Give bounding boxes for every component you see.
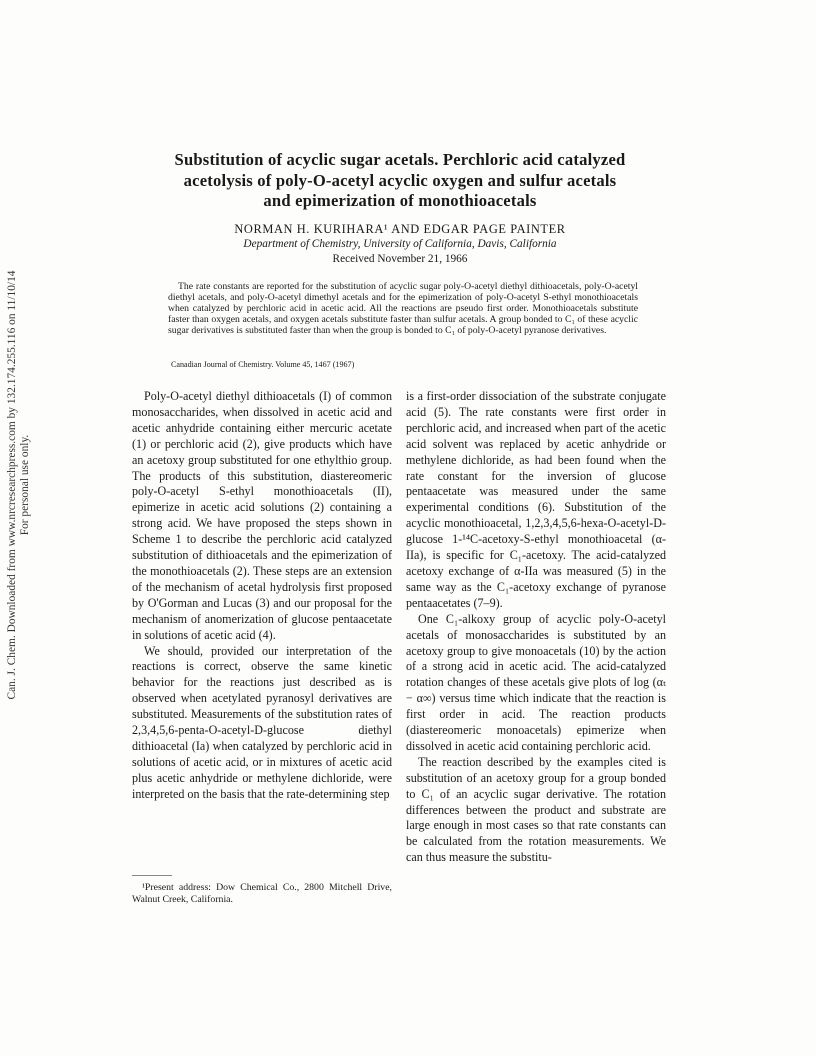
body-paragraph: We should, provided our interpretation of the reactions is correct, observe the same kinetic behavior for the reactions just described as is observed when acetylated pyranosyl derivatives are substituted. Measurements of the substitution rates of 2,3,4,5,6-penta-O-acetyl-D-glucose diethyl dithioacetal (Ia) when catalyzed by perchloric acid in solutions of acetic acid, or in mixtures of acetic acid plus acetic anhydride or methylene dichloride, were interpreted on the basis that the rate-determining step bbox=[132, 643, 392, 801]
title-line-3: and epimerization of monothioacetals bbox=[263, 191, 537, 210]
right-column bbox=[406, 389, 666, 866]
left-column bbox=[132, 389, 392, 803]
body-paragraph: Poly-O-acetyl diethyl dithioacetals (I) of common monosaccharides, when dissolved in acetic acid and acetic anhydride containing either mercuric acetate (1) or perchloric acid (2), give products which have an acetoxy group substituted for one ethylthio group. The products of this substitution, diastereomeric poly-O-acetyl S-ethyl monothioacetals (II), epimerize in acetic acid solutions (2) containing a strong acid. We have proposed the steps shown in Scheme 1 to describe the perchloric acid catalyzed substitution of dithioacetals and the epimerization of the monothioacetals (2). These steps are an extension of the mechanism of acetal hydrolysis first proposed by O'Gorman and Lucas (3) and our proposal for the mechanism of anomerization of glucose pentaacetate in solutions of acetic acid (4). bbox=[132, 389, 392, 642]
watermark-line-1: Can. J. Chem. Downloaded from www.nrcresearchpress.com by 132.174.255.116 on 11/10/14 bbox=[6, 270, 18, 700]
footnote bbox=[132, 882, 392, 905]
received-date: Received November 21, 1966 bbox=[332, 253, 468, 265]
title-line-2: acetolysis of poly-O-acetyl acyclic oxygen and sulfur acetals bbox=[183, 170, 617, 190]
body-paragraph: The reaction described by the examples cited is substitution of an acetoxy group for a group bonded to C₁ of an acyclic sugar derivative. The rotation differences between the product and substrate are large enough in most cases so that rate constants can be calculated from the rotation measurements. We can thus measure the substitu- bbox=[406, 754, 666, 865]
affiliation: Department of Chemistry, University of California, Davis, California bbox=[243, 238, 557, 250]
footnote-text: ¹Present address: Dow Chemical Co., 2800 Mitchell Drive, Walnut Creek, California. bbox=[132, 882, 392, 905]
body-paragraph: is a first-order dissociation of the substrate conjugate acid (5). The rate constants were first order in perchloric acid, and increased when part of the acetic acid solvent was replaced by acetic anhydride or methylene dichloride, as had been found when the rate constant for the inversion of glucose pentaacetate was measured under the same experimental conditions (6). Substitution of the acyclic monothioacetal, 1,2,3,4,5,6-hexa-O-acetyl-D-glucose 1-¹⁴C-acetoxy-S-ethyl monothioacetal (α-IIa), is specific for C₁-acetoxy. The acid-catalyzed acetoxy exchange of α-IIa was measured (5) in the same way as the C₁-acetoxy exchange of pyranose pentaacetates (7–9). bbox=[406, 389, 666, 610]
author-list: NORMAN H. KURIHARA¹ AND EDGAR PAGE PAINTER bbox=[234, 222, 566, 236]
article-title bbox=[140, 150, 660, 212]
abstract-text: The rate constants are reported for the substitution of acyclic sugar poly-O-acetyl diethyl dithioacetals, poly-O-acetyl diethyl acetals, and poly-O-acetyl dimethyl acetals and for the epimerization of poly-O-acetyl S-ethyl monothioacetals when catalyzed by perchloric acid in acetic acid. All the reactions are pseudo first order. Monothioacetals substitute faster than oxygen acetals, and oxygen acetals substitute faster than sulfur acetals. A group bonded to C₁ of these acyclic sugar derivatives is substituted faster than when the group is bonded to C₁ of poly-O-acetyl pyranose derivatives. bbox=[168, 281, 638, 337]
body-paragraph: One C₁-alkoxy group of acyclic poly-O-acetyl acetals of monosaccharides is substituted by an acetoxy group to give monoacetals (10) by the action of a strong acid in acetic acid. The acid-catalyzed rotation changes of these acetals give plots of log (αₜ − α∞) versus time which indicate that the reaction is first order in acid. The reaction products (diastereomeric monoacetals) epimerize when dissolved in acetic acid containing perchloric acid. bbox=[406, 611, 666, 753]
abstract bbox=[168, 281, 638, 336]
download-watermark bbox=[6, 270, 31, 700]
journal-citation: Canadian Journal of Chemistry. Volume 45, 1467 (1967) bbox=[171, 360, 355, 369]
watermark-line-2: For personal use only. bbox=[19, 434, 31, 536]
title-line-1: Substitution of acyclic sugar acetals. Perchloric acid catalyzed bbox=[174, 150, 626, 169]
